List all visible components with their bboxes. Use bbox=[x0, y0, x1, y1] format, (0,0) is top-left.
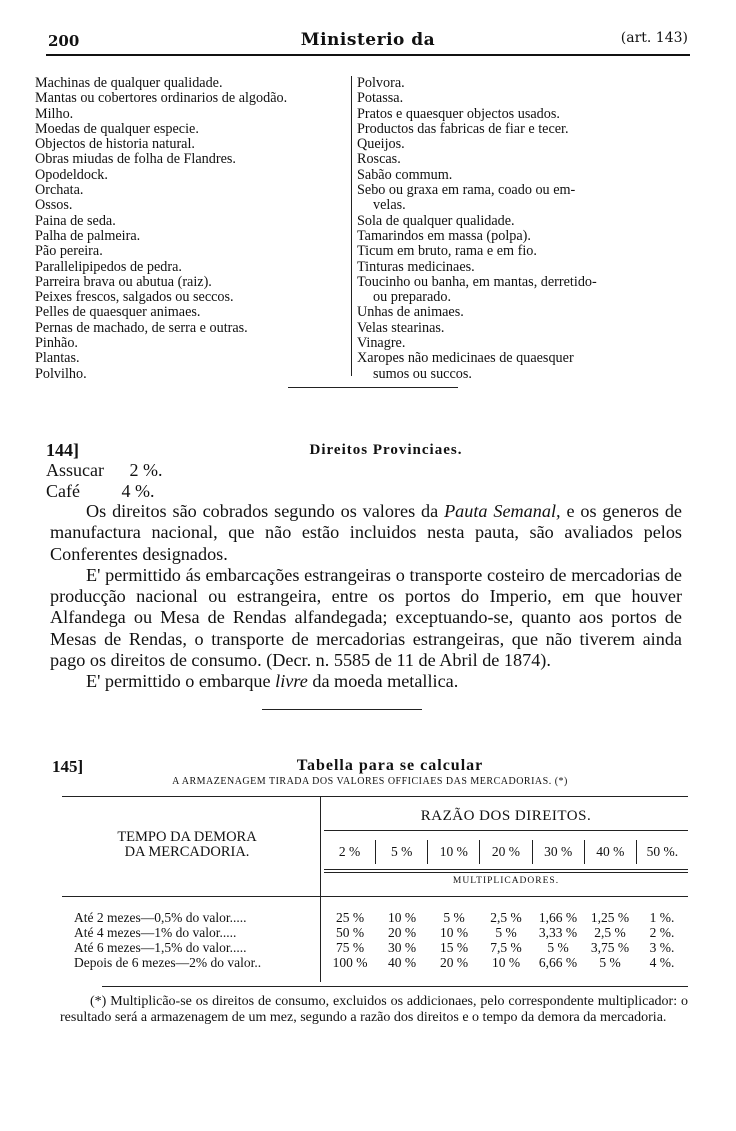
percent-header: 40 % bbox=[584, 840, 636, 864]
list-item: Sebo ou graxa em rama, coado ou em- bbox=[357, 182, 576, 199]
rates-list bbox=[46, 460, 162, 502]
table-cell: 1 %. bbox=[649, 910, 675, 925]
table-cell: 4 %. bbox=[649, 955, 675, 970]
list-item: Vinagre. bbox=[357, 335, 406, 352]
section-144-body bbox=[50, 501, 682, 693]
table-cell: 3,75 % bbox=[590, 940, 630, 955]
table-cell: 10 % bbox=[491, 955, 521, 970]
rate-unit: %. bbox=[134, 481, 155, 501]
list-item: Productos das fabricas de fiar e tecer. bbox=[357, 120, 569, 137]
text-run: e os generos de manufactura nacional, que não estão incluidos nesta pauta, são avaliados pelos Conferentes designados. bbox=[50, 501, 682, 564]
footnote bbox=[60, 994, 688, 1025]
table-cell: 7,5 % bbox=[490, 940, 522, 955]
page-header bbox=[48, 30, 688, 52]
table-cell: 75 % bbox=[335, 940, 365, 955]
rate-name: Assucar bbox=[46, 460, 104, 480]
section-divider bbox=[262, 709, 422, 710]
list-item: Sabão commum. bbox=[357, 166, 453, 183]
list-item: Ossos. bbox=[35, 197, 73, 214]
table-cell: 1,25 % bbox=[590, 910, 630, 925]
table-cell: 10 % bbox=[439, 925, 469, 940]
row-label: Depois de 6 mezes—2% do valor.. bbox=[74, 955, 262, 970]
table-cell: 20 % bbox=[387, 925, 417, 940]
percent-header: 20 % bbox=[479, 840, 531, 864]
list-item: Unhas de animaes. bbox=[357, 304, 464, 321]
rate-line bbox=[46, 481, 162, 502]
list-item: Ticum em bruto, rama e em fio. bbox=[357, 243, 537, 260]
list-item: Mantas ou cobertores ordinarios de algodão. bbox=[35, 90, 288, 107]
row-values bbox=[324, 910, 688, 925]
tempo-header bbox=[62, 830, 312, 860]
list-item: Tinturas medicinaes. bbox=[357, 258, 475, 275]
percent-header: 30 % bbox=[532, 840, 584, 864]
table-cell: 30 % bbox=[387, 940, 417, 955]
percent-header: 10 % bbox=[427, 840, 479, 864]
list-item-continuation: sumos ou succos. bbox=[373, 365, 472, 382]
rate-name: Café bbox=[46, 481, 80, 501]
table-cell: 2,5 % bbox=[594, 925, 626, 940]
section-title: Direitos Provinciaes. bbox=[309, 442, 463, 458]
list-item: Sola de qualquer qualidade. bbox=[357, 212, 515, 229]
table-cell: 2 %. bbox=[649, 925, 675, 940]
text-run: da moeda metallica. bbox=[312, 671, 459, 692]
row-values bbox=[324, 955, 688, 970]
table-cell: 5 % bbox=[443, 910, 465, 925]
list-item: Peixes frescos, salgados ou seccos. bbox=[35, 289, 234, 306]
list-item: Obras miudas de folha de Flandres. bbox=[35, 151, 236, 168]
list-item: Opodeldock. bbox=[35, 166, 108, 183]
text-run: Os direitos são cobrados segundo os valores da bbox=[86, 501, 439, 521]
table-cell: 2,5 % bbox=[490, 910, 522, 925]
header-text: DA MERCADORIA. bbox=[124, 844, 250, 860]
left-column bbox=[35, 76, 349, 382]
list-item: Xaropes não medicinaes de quaesquer bbox=[357, 350, 574, 367]
paragraph bbox=[50, 671, 682, 692]
table-cell: 25 % bbox=[335, 910, 365, 925]
percent-header-row bbox=[324, 840, 688, 864]
text-run: E' permittido o embarque bbox=[86, 671, 271, 692]
list-item: Orchata. bbox=[35, 182, 84, 199]
article-reference: (art. 143) bbox=[620, 30, 688, 46]
razao-header: RAZÃO DOS DIREITOS. bbox=[420, 808, 592, 824]
table-cell: 40 % bbox=[387, 955, 417, 970]
right-column bbox=[357, 76, 702, 382]
table-rule bbox=[324, 869, 688, 873]
percent-header: 50 %. bbox=[636, 840, 688, 864]
rate-line bbox=[46, 460, 162, 481]
percent-header: 2 % bbox=[338, 844, 361, 859]
list-item: Pratos e quaesquer objectos usados. bbox=[357, 105, 560, 122]
rate-unit: %. bbox=[142, 460, 163, 480]
list-item: Polvora. bbox=[357, 75, 405, 91]
page-number: 200 bbox=[48, 32, 80, 50]
italic-text: livre bbox=[275, 671, 308, 692]
list-item: Machinas de qualquer qualidade. bbox=[35, 75, 223, 91]
rate-value: 4 bbox=[121, 481, 131, 501]
section-number: 144] bbox=[46, 440, 79, 460]
list-item: Paina de seda. bbox=[35, 212, 116, 229]
list-item: Queijos. bbox=[357, 136, 405, 153]
table-rule bbox=[62, 896, 688, 897]
list-item: Roscas. bbox=[357, 151, 401, 168]
list-item: Velas stearinas. bbox=[357, 319, 445, 336]
paragraph bbox=[50, 501, 682, 565]
table-cell: 5 % bbox=[547, 940, 569, 955]
list-item: Parallelipipedos de pedra. bbox=[35, 258, 182, 275]
table-rule bbox=[102, 986, 688, 987]
row-label: Até 6 mezes—1,5% do valor..... bbox=[74, 940, 247, 955]
table-row bbox=[62, 940, 688, 955]
table-cell: 1,66 % bbox=[538, 910, 578, 925]
list-item: Polvilho. bbox=[35, 365, 87, 382]
list-item: Plantas. bbox=[35, 350, 80, 367]
paragraph: E' permittido ás embarcações estrangeiras o transporte costeiro de mercadorias de producção nacional ou estrangeira, entre os portos do Imperio, em que houver Alfandega ou Mesa de Rendas alfandegada; exceptuando-se, quanto aos portos de Mesas de Rendas, o transporte de mercadorias estrangeiras, que não tiverem ainda pago os direitos de consumo. (Decr. n. 5585 de 11 de Abril de 1874). bbox=[50, 564, 682, 671]
list-item-continuation: ou preparado. bbox=[373, 289, 451, 306]
table-cell: 15 % bbox=[439, 940, 469, 955]
table-row bbox=[62, 955, 688, 970]
percent-header: 5 % bbox=[375, 840, 427, 864]
row-label: Até 4 mezes—1% do valor..... bbox=[74, 925, 237, 940]
list-item: Pelles de quaesquer animaes. bbox=[35, 304, 201, 321]
table-cell: 20 % bbox=[439, 955, 469, 970]
list-item: Potassa. bbox=[357, 90, 404, 107]
column-separator bbox=[351, 76, 352, 376]
list-item: Tamarindos em massa (polpa). bbox=[357, 227, 531, 244]
table-cell: 3 %. bbox=[649, 940, 675, 955]
header-text: TEMPO DA DEMORA bbox=[117, 829, 257, 845]
section-title: Tabella para se calcular bbox=[296, 757, 484, 774]
table-cell: 10 % bbox=[387, 910, 417, 925]
list-item: Parreira brava ou abutua (raiz). bbox=[35, 273, 212, 290]
table-body bbox=[62, 910, 688, 970]
footnote-text: (*) Multiplicão-se os direitos de consumo, excluidos os addicionaes, pelo correspondente multiplicador: o resultado será a armazenagem de um mez, segundo a razão dos direitos e o tempo da demora da mercadoria. bbox=[60, 994, 688, 1025]
italic-text: Pauta Semanal, bbox=[444, 501, 561, 521]
list-item: Pão pereira. bbox=[35, 243, 103, 260]
section-divider bbox=[288, 387, 458, 388]
list-item: Pernas de machado, de serra e outras. bbox=[35, 319, 248, 336]
table-cell: 50 % bbox=[335, 925, 365, 940]
multiplicadores-header: MULTIPLICADORES. bbox=[452, 876, 560, 886]
header-rule bbox=[46, 54, 690, 56]
section-number: 145] bbox=[52, 757, 84, 776]
table-cell: 5 % bbox=[599, 955, 621, 970]
table-cell: 100 % bbox=[332, 955, 368, 970]
list-item: Toucinho ou banha, em mantas, derretido- bbox=[357, 273, 597, 290]
list-item: Pinhão. bbox=[35, 335, 78, 352]
table-row bbox=[62, 910, 688, 925]
table-cell: 6,66 % bbox=[538, 955, 578, 970]
table-cell: 3,33 % bbox=[538, 925, 578, 940]
table-rule bbox=[62, 796, 688, 797]
list-item: Objectos de historia natural. bbox=[35, 136, 195, 153]
list-item-continuation: velas. bbox=[373, 197, 406, 214]
row-label: Até 2 mezes—0,5% do valor..... bbox=[74, 910, 247, 925]
table-cell: 5 % bbox=[495, 925, 517, 940]
row-values bbox=[324, 940, 688, 955]
row-values bbox=[324, 925, 688, 940]
rate-value: 2 bbox=[129, 460, 139, 480]
list-item: Palha de palmeira. bbox=[35, 227, 141, 244]
page-title: Ministerio da bbox=[300, 30, 436, 50]
section-subtitle: A ARMAZENAGEM TIRADA DOS VALORES OFFICIAES DAS MERCADORIAS. (*) bbox=[172, 776, 568, 787]
list-item: Moedas de qualquer especie. bbox=[35, 120, 199, 137]
list-item: Milho. bbox=[35, 105, 74, 122]
table-rule bbox=[324, 830, 688, 831]
table-row bbox=[62, 925, 688, 940]
